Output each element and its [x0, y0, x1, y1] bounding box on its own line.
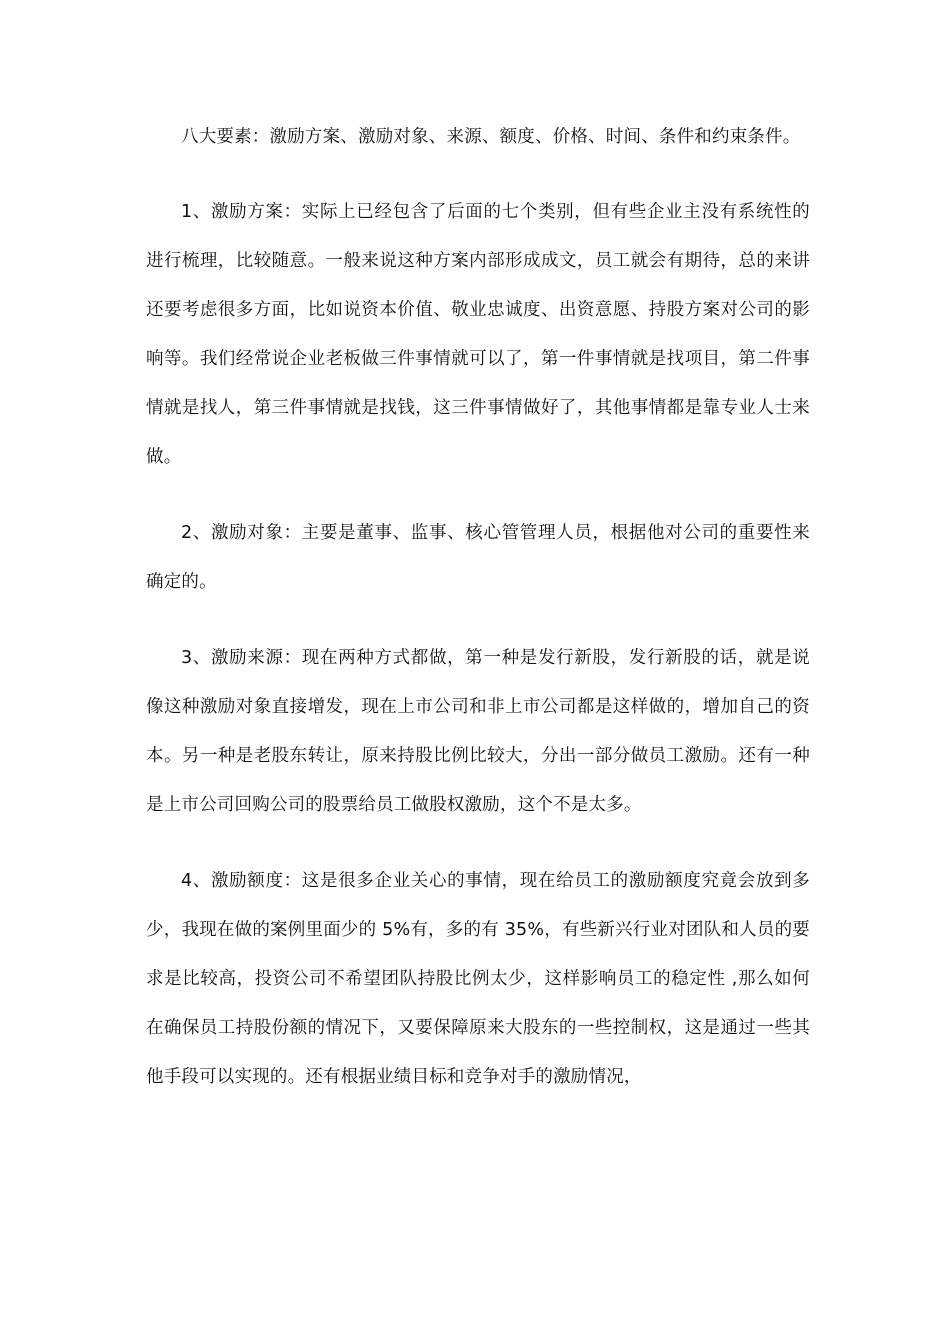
paragraph-incentive-targets: 2、激励对象：主要是董事、监事、核心管管理人员，根据他对公司的重要性来确定的。	[146, 523, 810, 592]
paragraph-eight-elements: 八大要素：激励方案、激励对象、来源、额度、价格、时间、条件和约束条件。	[181, 127, 801, 147]
paragraph-incentive-amount: 4、激励额度：这是很多企业关心的事情，现在给员工的激励额度究竟会放到多少，我现在做的案例里面少的 5%有，多的有 35%，有些新兴行业对团队和人员的要求是比较高，投资公司不希望团队持股比例太少，这样影响员工的稳定性 ,那么如何在确保员工持股份额的情况下，又要保障原来大股东的一些控制权，这是通过一些其他手段可以实现的。还有根据业绩目标和竞争对手的激励情况，	[146, 871, 810, 1087]
paragraph-incentive-plan: 1、激励方案：实际上已经包含了后面的七个类别，但有些企业主没有系统性的进行梳理，比较随意。一般来说这种方案内部形成成文，员工就会有期待，总的来讲还要考虑很多方面，比如说资本价值、敬业忠诚度、出资意愿、持股方案对公司的影响等。我们经常说企业老板做三件事情就可以了，第一件事情就是找项目，第二件事情就是找人，第三件事情就是找钱，这三件事情做好了，其他事情都是靠专业人士来做。	[146, 202, 810, 467]
document-body	[146, 113, 810, 1102]
paragraph-incentive-source: 3、激励来源：现在两种方式都做，第一种是发行新股，发行新股的话，就是说像这种激励对象直接增发，现在上市公司和非上市公司都是这样做的，增加自己的资本。另一种是老股东转让，原来持股比例比较大，分出一部分做员工激励。还有一种是上市公司回购公司的股票给员工做股权激励，这个不是太多。	[146, 648, 810, 815]
